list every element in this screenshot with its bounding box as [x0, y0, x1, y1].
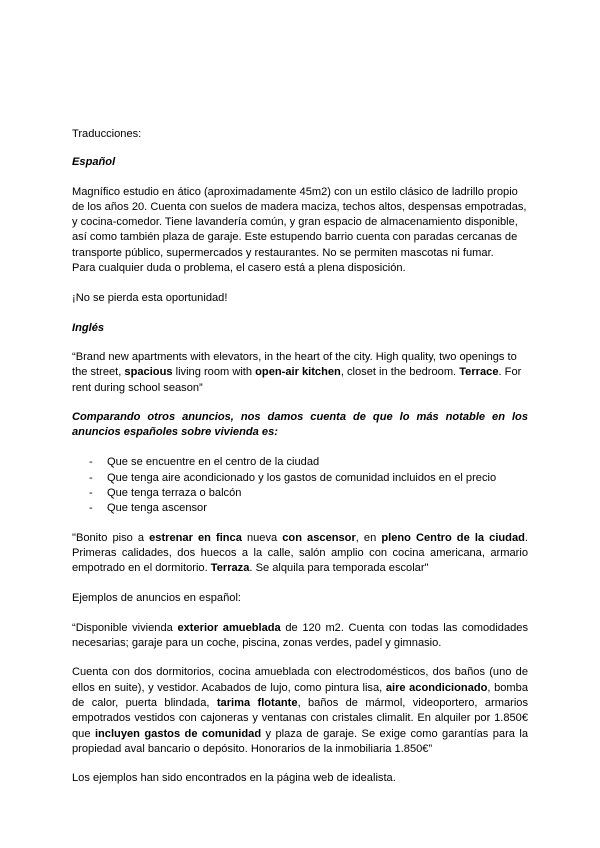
english-heading: Inglés [72, 321, 105, 334]
comparison-quote: "Bonito piso a estrenar en finca nueva con ascensor, en pleno Centro de la ciudad. Primeras calidades, dos huecos a la calle, salón amplio con cocina americana, armario empotrado en el dormitorio. Terraza. Se alquila para temporada escolar" [72, 531, 528, 575]
list-item: - Que tenga aire acondicionado y los gastos de comunidad incluidos en el precio [72, 471, 528, 486]
spanish-line: así como también plaza de garaje. Este estupendo barrio cuenta con paradas cercanas de [72, 231, 518, 244]
spanish-line: y cocina-comedor. Tiene lavandería común, y gran espacio de almacenamiento disponible, [72, 216, 518, 229]
example-2: Cuenta con dos dormitorios, cocina amueblada con electrodomésticos, dos baños (uno de ellos en suite), y vestidor. Acabados de lujo, como pintura lisa, aire acondicionado, bomba de calor, puerta blindada, tarima flotante, baños de mármol, videoportero, armarios empotrados vestidos con cajoneras y ventanas con cristales climalit. En alquiler por 1.850€ que incluyen gastos de comunidad y plaza de garaje. Se exige como garantías para la propiedad aval bancario o depósito. Honorarios de la inmobiliaria 1.850€” [72, 666, 529, 755]
spanish-line: transporte público, supermercados y restaurantes. No se permiten mascotas ni fumar. [72, 246, 494, 259]
document-page [72, 123, 528, 787]
spanish-line: de los años 20. Cuenta con suelos de madera maciza, techos altos, despensas empotradas, [72, 200, 527, 213]
spanish-closing: ¡No se pierda esta oportunidad! [72, 292, 228, 305]
list-item: - Que tenga ascensor [72, 501, 528, 516]
comparison-list [72, 455, 528, 516]
list-item: - Que se encuentre en el centro de la ciudad [72, 455, 528, 470]
spanish-paragraph [72, 185, 528, 277]
footer-note: Los ejemplos han sido encontrados en la página web de idealista. [72, 772, 396, 785]
list-item: - Que tenga terraza o balcón [72, 486, 528, 501]
spanish-heading: Español [72, 156, 116, 169]
doc-title: Traducciones: [72, 128, 142, 140]
examples-intro: Ejemplos de anuncios en español: [72, 591, 241, 604]
comparison-heading: Comparando otros anuncios, nos damos cuenta de que lo más notable en los anuncios españoles sobre vivienda es: [72, 410, 528, 439]
spanish-line: Magnífico estudio en ático (aproximadamente 45m2) con un estilo clásico de ladrillo propio [72, 185, 518, 198]
example-1: “Disponible vivienda exterior amueblada de 120 m2. Cuenta con todas las comodidades necesarias; garaje para un coche, piscina, zonas verdes, padel y gimnasio. [72, 621, 529, 650]
spanish-line: Para cualquier duda o problema, el casero está a plena disposición. [72, 262, 406, 275]
english-quote: “Brand new apartments with elevators, in the heart of the city. High quality, two openings to the street, spacious living room with open-air kitchen, closet in the bedroom. Terrace. For rent during school season” [72, 350, 522, 394]
